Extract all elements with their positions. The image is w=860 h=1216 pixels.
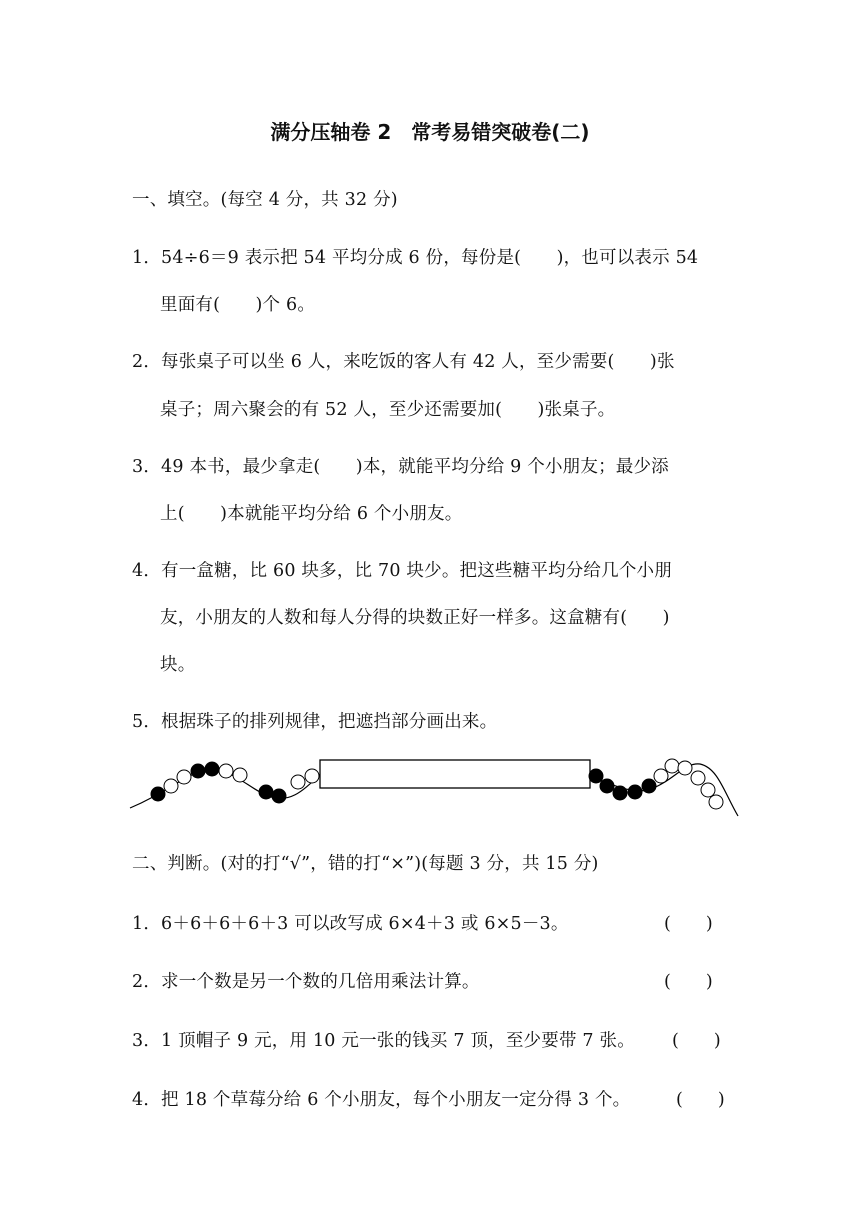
bead-black	[613, 786, 627, 800]
bead-black	[205, 762, 219, 776]
judge-item-4-text: 4．把 18 个草莓分给 6 个小朋友，每个小朋友一定分得 3 个。	[132, 1090, 631, 1110]
bead-black	[151, 787, 165, 801]
section-2-heading: 二、判断。(对的打“√”，错的打“×”)(每题 3 分，共 15 分)	[132, 854, 599, 874]
bead-black	[642, 779, 656, 793]
judge-item-4-answer[interactable]: ( )	[676, 1090, 725, 1110]
bead-white	[233, 768, 247, 782]
bead-white	[654, 769, 668, 783]
page-title: 满分压轴卷 2 常考易错突破卷(二)	[270, 120, 590, 144]
judge-item-3-answer[interactable]: ( )	[672, 1031, 721, 1051]
cover-box	[320, 760, 590, 788]
judge-item-1-text: 1．6＋6＋6＋6＋3 可以改写成 6×4＋3 或 6×5－3。	[132, 914, 569, 934]
q3-line-2: 上( )本就能平均分给 6 个小朋友。	[160, 504, 463, 524]
bead-black	[600, 779, 614, 793]
q2-line-2: 桌子；周六聚会的有 52 人，至少还需要加( )张桌子。	[160, 400, 616, 420]
judge-item-2-text: 2．求一个数是另一个数的几倍用乘法计算。	[132, 972, 480, 992]
q4-line-3: 块。	[160, 655, 196, 675]
bead-white	[305, 769, 319, 783]
judge-item-3-text: 3．1 顶帽子 9 元，用 10 元一张的钱买 7 顶，至少要带 7 张。	[132, 1031, 635, 1051]
bead-white	[709, 795, 723, 809]
section-1-heading: 一、填空。(每空 4 分，共 32 分)	[132, 190, 398, 210]
bead-white	[219, 764, 233, 778]
bead-white	[291, 775, 305, 789]
bead-black	[259, 785, 273, 799]
judge-item-2-answer[interactable]: ( )	[664, 972, 713, 992]
bead-black	[589, 769, 603, 783]
bead-black	[191, 764, 205, 778]
q2-line-1: 2．每张桌子可以坐 6 人，来吃饭的客人有 42 人，至少需要( )张	[132, 352, 675, 372]
q1-line-1: 1．54÷6＝9 表示把 54 平均分成 6 份，每份是( )，也可以表示 54	[132, 248, 699, 268]
bead-black	[272, 789, 286, 803]
bead-white	[691, 771, 705, 785]
q4-line-2: 友，小朋友的人数和每人分得的块数正好一样多。这盒糖有( )	[160, 608, 670, 628]
bead-white	[177, 770, 191, 784]
judge-item-1-answer[interactable]: ( )	[664, 914, 713, 934]
q5-line: 5．根据珠子的排列规律，把遮挡部分画出来。	[132, 712, 498, 732]
bead-white	[164, 779, 178, 793]
q1-line-2: 里面有( )个 6。	[160, 295, 316, 315]
q3-line-1: 3．49 本书，最少拿走( )本，就能平均分给 9 个小朋友；最少添	[132, 457, 669, 477]
beads-figure	[128, 752, 740, 824]
bead-black	[628, 785, 642, 799]
bead-white	[665, 759, 679, 773]
bead-white	[678, 761, 692, 775]
bead-white	[701, 783, 715, 797]
q4-line-1: 4．有一盒糖，比 60 块多，比 70 块少。把这些糖平均分给几个小朋	[132, 561, 672, 581]
